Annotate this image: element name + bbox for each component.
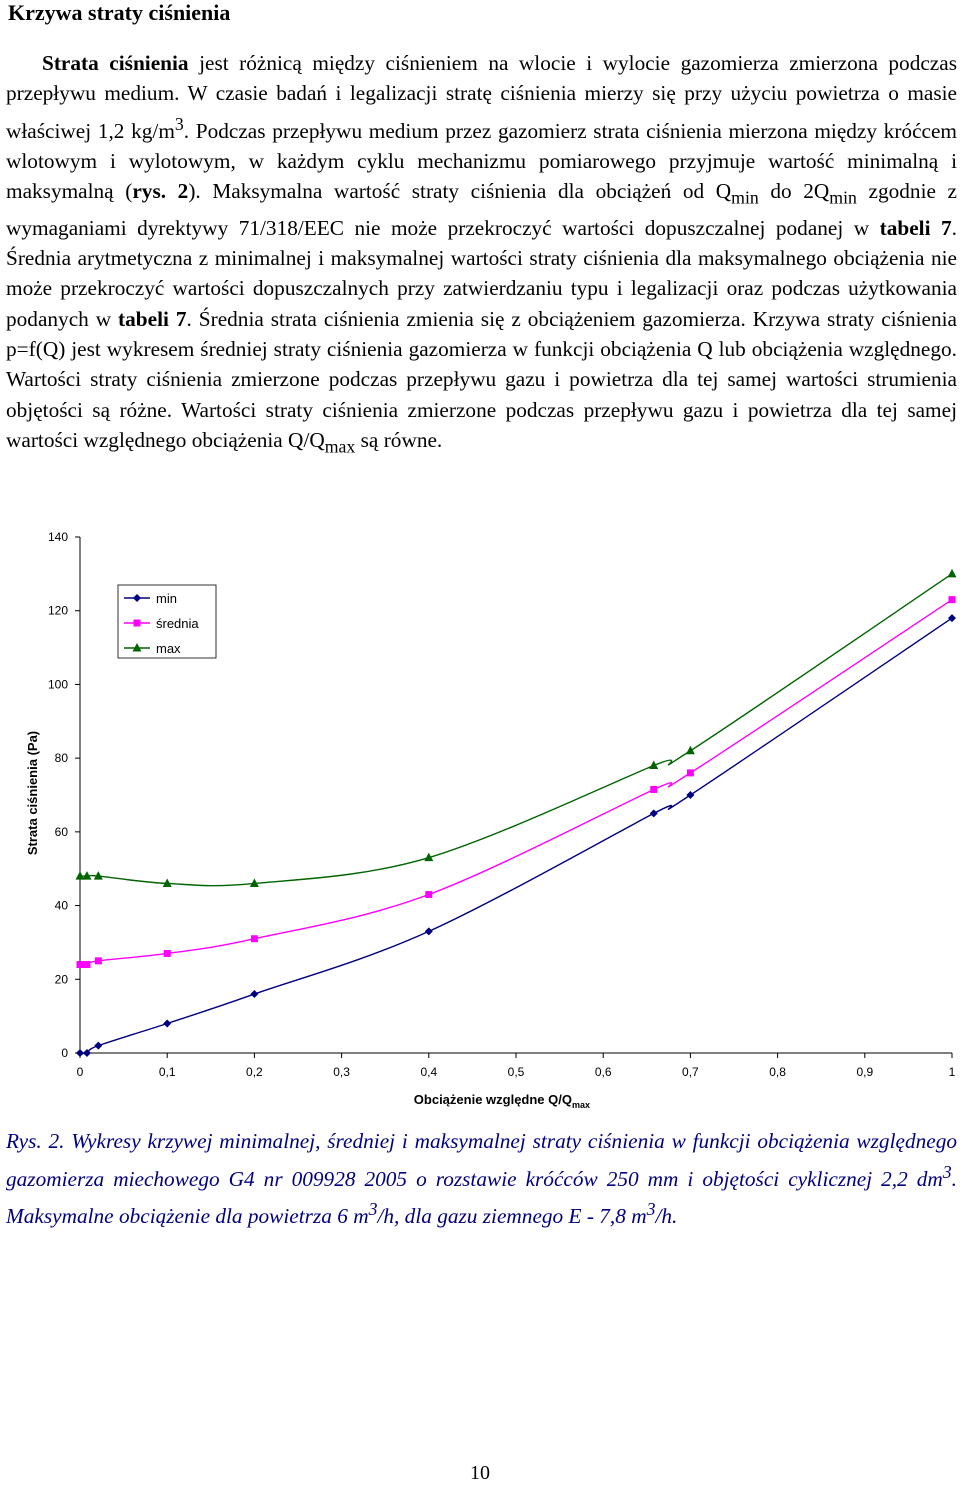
caption-sup-1: 3 <box>942 1161 952 1182</box>
text-s2: . Podczas przepływu medium przez gazomierz strata ciśnienia mierzona między króćcem wlotowym i wylotowym, w każdym cyklu mechanizmu pomiarowego przyjmuje wartość minimalną i maksymalną ( <box>6 118 957 204</box>
y-tick-label: 0 <box>61 1046 68 1060</box>
x-axis-label <box>414 1092 590 1110</box>
figure-caption <box>6 1126 957 1232</box>
y-tick-label: 20 <box>54 972 68 987</box>
chart-svg <box>0 520 960 1120</box>
x-axis-label-sub: max <box>571 1100 590 1110</box>
x-tick-label: 0,4 <box>420 1065 438 1079</box>
table-reference-2: tabeli 7 <box>118 306 187 331</box>
data-point <box>687 769 694 776</box>
x-tick-label: 0,5 <box>507 1065 525 1079</box>
page-number: 10 <box>470 1462 490 1484</box>
sup-unit: 3 <box>174 113 184 134</box>
lead-term: Strata ciśnienia <box>42 51 189 75</box>
sub-max: max <box>324 436 356 457</box>
text-s8: są równe. <box>355 427 443 452</box>
caption-sup-3: 3 <box>646 1199 656 1220</box>
pressure-loss-chart <box>0 520 960 1120</box>
y-axis-label: Strata ciśnienia (Pa) <box>25 730 40 856</box>
y-tick-label: 40 <box>54 898 68 913</box>
sub-min-2: min <box>829 187 857 208</box>
data-point <box>425 891 432 898</box>
legend <box>118 585 216 658</box>
caption-text-2: . Maksymalne obciążenie dla powietrza 6 m <box>6 1166 957 1229</box>
data-point <box>163 1020 171 1028</box>
x-tick-label: 0,2 <box>246 1065 263 1079</box>
x-tick-label: 1 <box>948 1065 956 1079</box>
sub-min-1: min <box>731 187 759 208</box>
data-point <box>948 569 957 578</box>
data-point <box>164 950 171 957</box>
text-s1: jest różnicą między ciśnieniem na wlocie i wylocie gazomierza zmierzona podczas przepływu medium. W czasie badań i legalizacji stratę ciśnienia mierzy się przy użyciu powietrza o masie właściwej 1,2 kg/m <box>6 51 957 143</box>
data-point <box>948 614 956 622</box>
y-tick-label: 60 <box>54 824 68 839</box>
legend-label: max <box>156 641 181 656</box>
data-point <box>251 935 258 942</box>
data-point <box>949 596 956 603</box>
data-point <box>650 809 658 817</box>
data-point <box>425 927 433 935</box>
text-s6: . Średnia arytmetyczna z minimalnej i maksymalnej wartości straty ciśnienia dla maksymalnego obciążenia nie może przekroczyć wartości dopuszczalnych przy zatwierdzaniu typu i legalizacji oraz podczas użytkowania podanych w <box>6 215 957 331</box>
data-point <box>95 957 102 964</box>
text-s7: . Średnia strata ciśnienia zmienia się z obciążeniem gazomierza. Krzywa straty ciśnienia p=f(Q) jest wykresem średniej straty ciśnienia gazomierza w funkcji obciążenia Q lub obciążenia względnego. Wartości straty ciśnienia zmierzone podczas przepływu gazu i powietrza dla tej samej wartości strumienia objętości są różne. Wartości straty ciśnienia zmierzone podczas przepływu gazu i powietrza dla tej samej wartości względnego obciążenia Q/Q <box>6 306 957 452</box>
series-line <box>80 618 952 1053</box>
x-tick-label: 0,1 <box>158 1065 176 1079</box>
data-point <box>686 791 694 799</box>
table-reference-1: tabeli 7 <box>879 215 952 240</box>
y-tick-label: 140 <box>47 530 68 544</box>
x-tick-label: 0,8 <box>769 1065 786 1079</box>
y-tick-label: 100 <box>47 677 68 692</box>
text-s5: zgodnie z wymaganiami dyrektywy 71/318/EEC nie może przekroczyć wartości dopuszczalnej podanej w <box>6 179 957 240</box>
x-tick-label: 0,7 <box>682 1065 699 1079</box>
figure-reference: rys. 2 <box>132 179 189 204</box>
x-tick-label: 0,6 <box>594 1065 612 1079</box>
x-tick-label: 0,3 <box>333 1065 350 1079</box>
data-point <box>76 1049 84 1057</box>
y-tick-label: 80 <box>54 751 68 766</box>
caption-text-3: /h, dla gazu ziemnego E - 7,8 m <box>377 1204 647 1229</box>
data-point <box>76 871 85 880</box>
legend-marker <box>134 620 141 627</box>
text-s4: do 2Q <box>758 179 830 204</box>
x-axis-label-text: Obciążenie względne Q/Q <box>413 1092 572 1107</box>
series-0 <box>76 614 956 1057</box>
caption-text-1: Rys. 2. Wykresy krzywej minimalnej, średniej i maksymalnej straty ciśnienia w funkcji obciążenia względnego gazomierza miechowego G4 nr 009928 2005 o rozstawie króćców 250 mm i objętości cyklicznej 2,2 dm <box>6 1129 957 1191</box>
legend-label: min <box>156 591 177 606</box>
data-point <box>250 990 258 998</box>
data-point <box>94 1042 102 1050</box>
data-point <box>650 786 657 793</box>
y-tick-label: 120 <box>47 603 68 618</box>
x-tick-label: 0,9 <box>856 1065 874 1079</box>
data-point <box>77 961 84 968</box>
caption-sup-2: 3 <box>368 1199 378 1220</box>
body-paragraph <box>6 48 957 461</box>
legend-label: średnia <box>156 616 199 631</box>
x-tick-label: 0 <box>76 1065 84 1079</box>
section-heading: Krzywa straty ciśnienia <box>8 0 231 25</box>
data-point <box>83 961 90 968</box>
caption-text-4: /h. <box>655 1204 678 1229</box>
text-s3: ). Maksymalna wartość straty ciśnienia dla obciążeń od Q <box>188 179 732 204</box>
data-point <box>686 746 695 755</box>
